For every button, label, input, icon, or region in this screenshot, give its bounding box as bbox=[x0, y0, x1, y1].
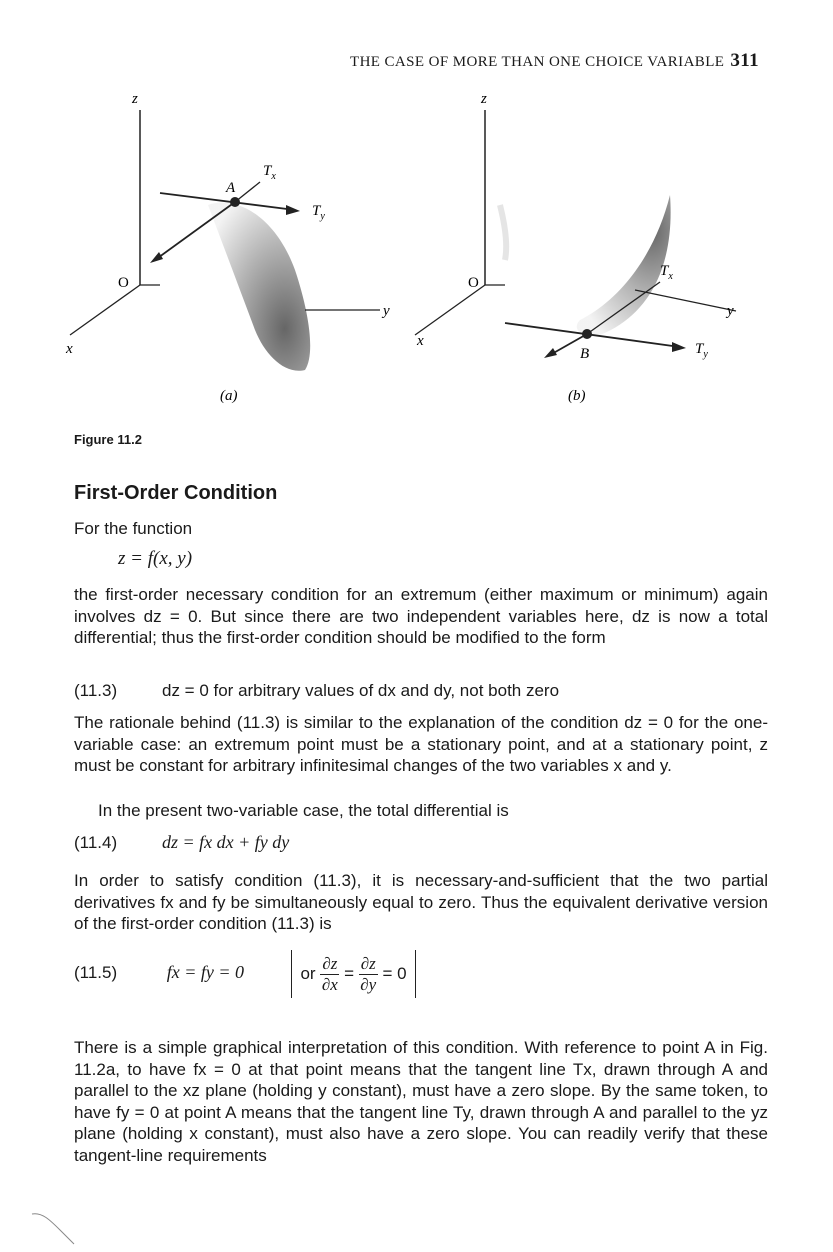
section-title: First-Order Condition bbox=[74, 482, 278, 504]
equation-11-4 bbox=[74, 832, 289, 854]
paragraph-1: For the function bbox=[74, 519, 193, 538]
equation-number: (11.4) bbox=[74, 833, 118, 852]
equation-number: (11.5) bbox=[74, 963, 118, 983]
equation-number: (11.3) bbox=[74, 681, 118, 700]
paragraph-5: In order to satisfy condition (11.3), it is necessary-and-sufficient that the two partial derivatives fx and fy be simultaneously equal to zero. Thus the equivalent derivative version of the first-order condition (11.3) is bbox=[74, 871, 768, 933]
ty-label-b: $T_y$ bbox=[695, 341, 708, 360]
equation-text: dz = 0 for arbitrary values of dx and dy, not both zero bbox=[162, 681, 560, 700]
tx-label-a: $T_x$ bbox=[263, 163, 276, 182]
equation-function: z = f(x, y) bbox=[118, 548, 193, 569]
figure-caption: Figure 11.2 bbox=[74, 432, 142, 447]
or-text: or bbox=[300, 964, 316, 983]
panel-a-label: (a) bbox=[220, 388, 238, 404]
running-header bbox=[350, 50, 759, 72]
corner-mark bbox=[30, 1210, 90, 1250]
y-axis-label-a: y bbox=[383, 303, 390, 319]
ty-label-a: $T_y$ bbox=[312, 203, 325, 222]
fraction-dz-dx: $\frac{\partial z}{\partial x}$ bbox=[321, 954, 338, 995]
origin-label-b: O bbox=[468, 275, 479, 291]
equation-text: dz = fx dx + fy dy bbox=[162, 832, 290, 852]
panel-b-label: (b) bbox=[568, 388, 586, 404]
point-a-label: A bbox=[226, 180, 236, 196]
paragraph-6: There is a simple graphical interpretation of this condition. With reference to point A in Fig. 11.2a, to have fx = 0 at that point means that the tangent line Tx, drawn through A and parallel to the xz plane (holding y constant), must have a zero slope. By the same token, to have fy = 0 at point A means that the tangent line Ty, drawn through A and parallel to the yz plane (holding x constant), must also have a zero slope. You can readily verify that these tangent-line requirements bbox=[74, 1038, 768, 1165]
equation-11-3 bbox=[74, 680, 559, 702]
surface-b bbox=[577, 195, 671, 336]
paragraph-4: In the present two-variable case, the total differential is bbox=[98, 801, 509, 820]
equation-left: fx = fy = 0 bbox=[166, 962, 245, 983]
panel-a bbox=[65, 91, 390, 404]
z-axis-label-a: z bbox=[132, 91, 138, 107]
page-number: 311 bbox=[730, 50, 759, 71]
x-axis-label-b: x bbox=[417, 333, 424, 349]
origin-label-a: O bbox=[118, 275, 129, 291]
surface-a bbox=[208, 203, 310, 371]
y-axis-label-b: y bbox=[727, 303, 734, 319]
paragraph-2: the first-order necessary condition for an extremum (either maximum or minimum) again involves dz = 0. But since there are two independent variables here, dz is now a total differential; thus the first-order condition should be modified to the form bbox=[74, 585, 768, 647]
tx-label-b: $T_x$ bbox=[660, 263, 673, 282]
paragraph-3: The rationale behind (11.3) is similar to the explanation of the condition dz = 0 for the one-variable case: an extremum point must be a stationary point, and at a stationary point, z must be constant for arbitrary infinitesimal changes of the two variables x and y. bbox=[74, 713, 768, 775]
equation-bracket: or $\frac{\partial z}{\partial x}$ = $\frac{\partial z}{\partial y}$ = 0 bbox=[291, 950, 415, 998]
fraction-dz-dy: $\frac{\partial z}{\partial y}$ bbox=[360, 954, 377, 995]
z-axis-label-b: z bbox=[481, 91, 487, 107]
point-b-label: B bbox=[580, 346, 590, 362]
equals-zero: = 0 bbox=[382, 964, 407, 983]
panel-b bbox=[415, 91, 736, 404]
figure-11-2 bbox=[60, 85, 780, 425]
x-axis-label-a: x bbox=[66, 341, 73, 357]
running-title: THE CASE OF MORE THAN ONE CHOICE VARIABLE bbox=[350, 54, 725, 70]
equation-11-5 bbox=[74, 950, 416, 998]
